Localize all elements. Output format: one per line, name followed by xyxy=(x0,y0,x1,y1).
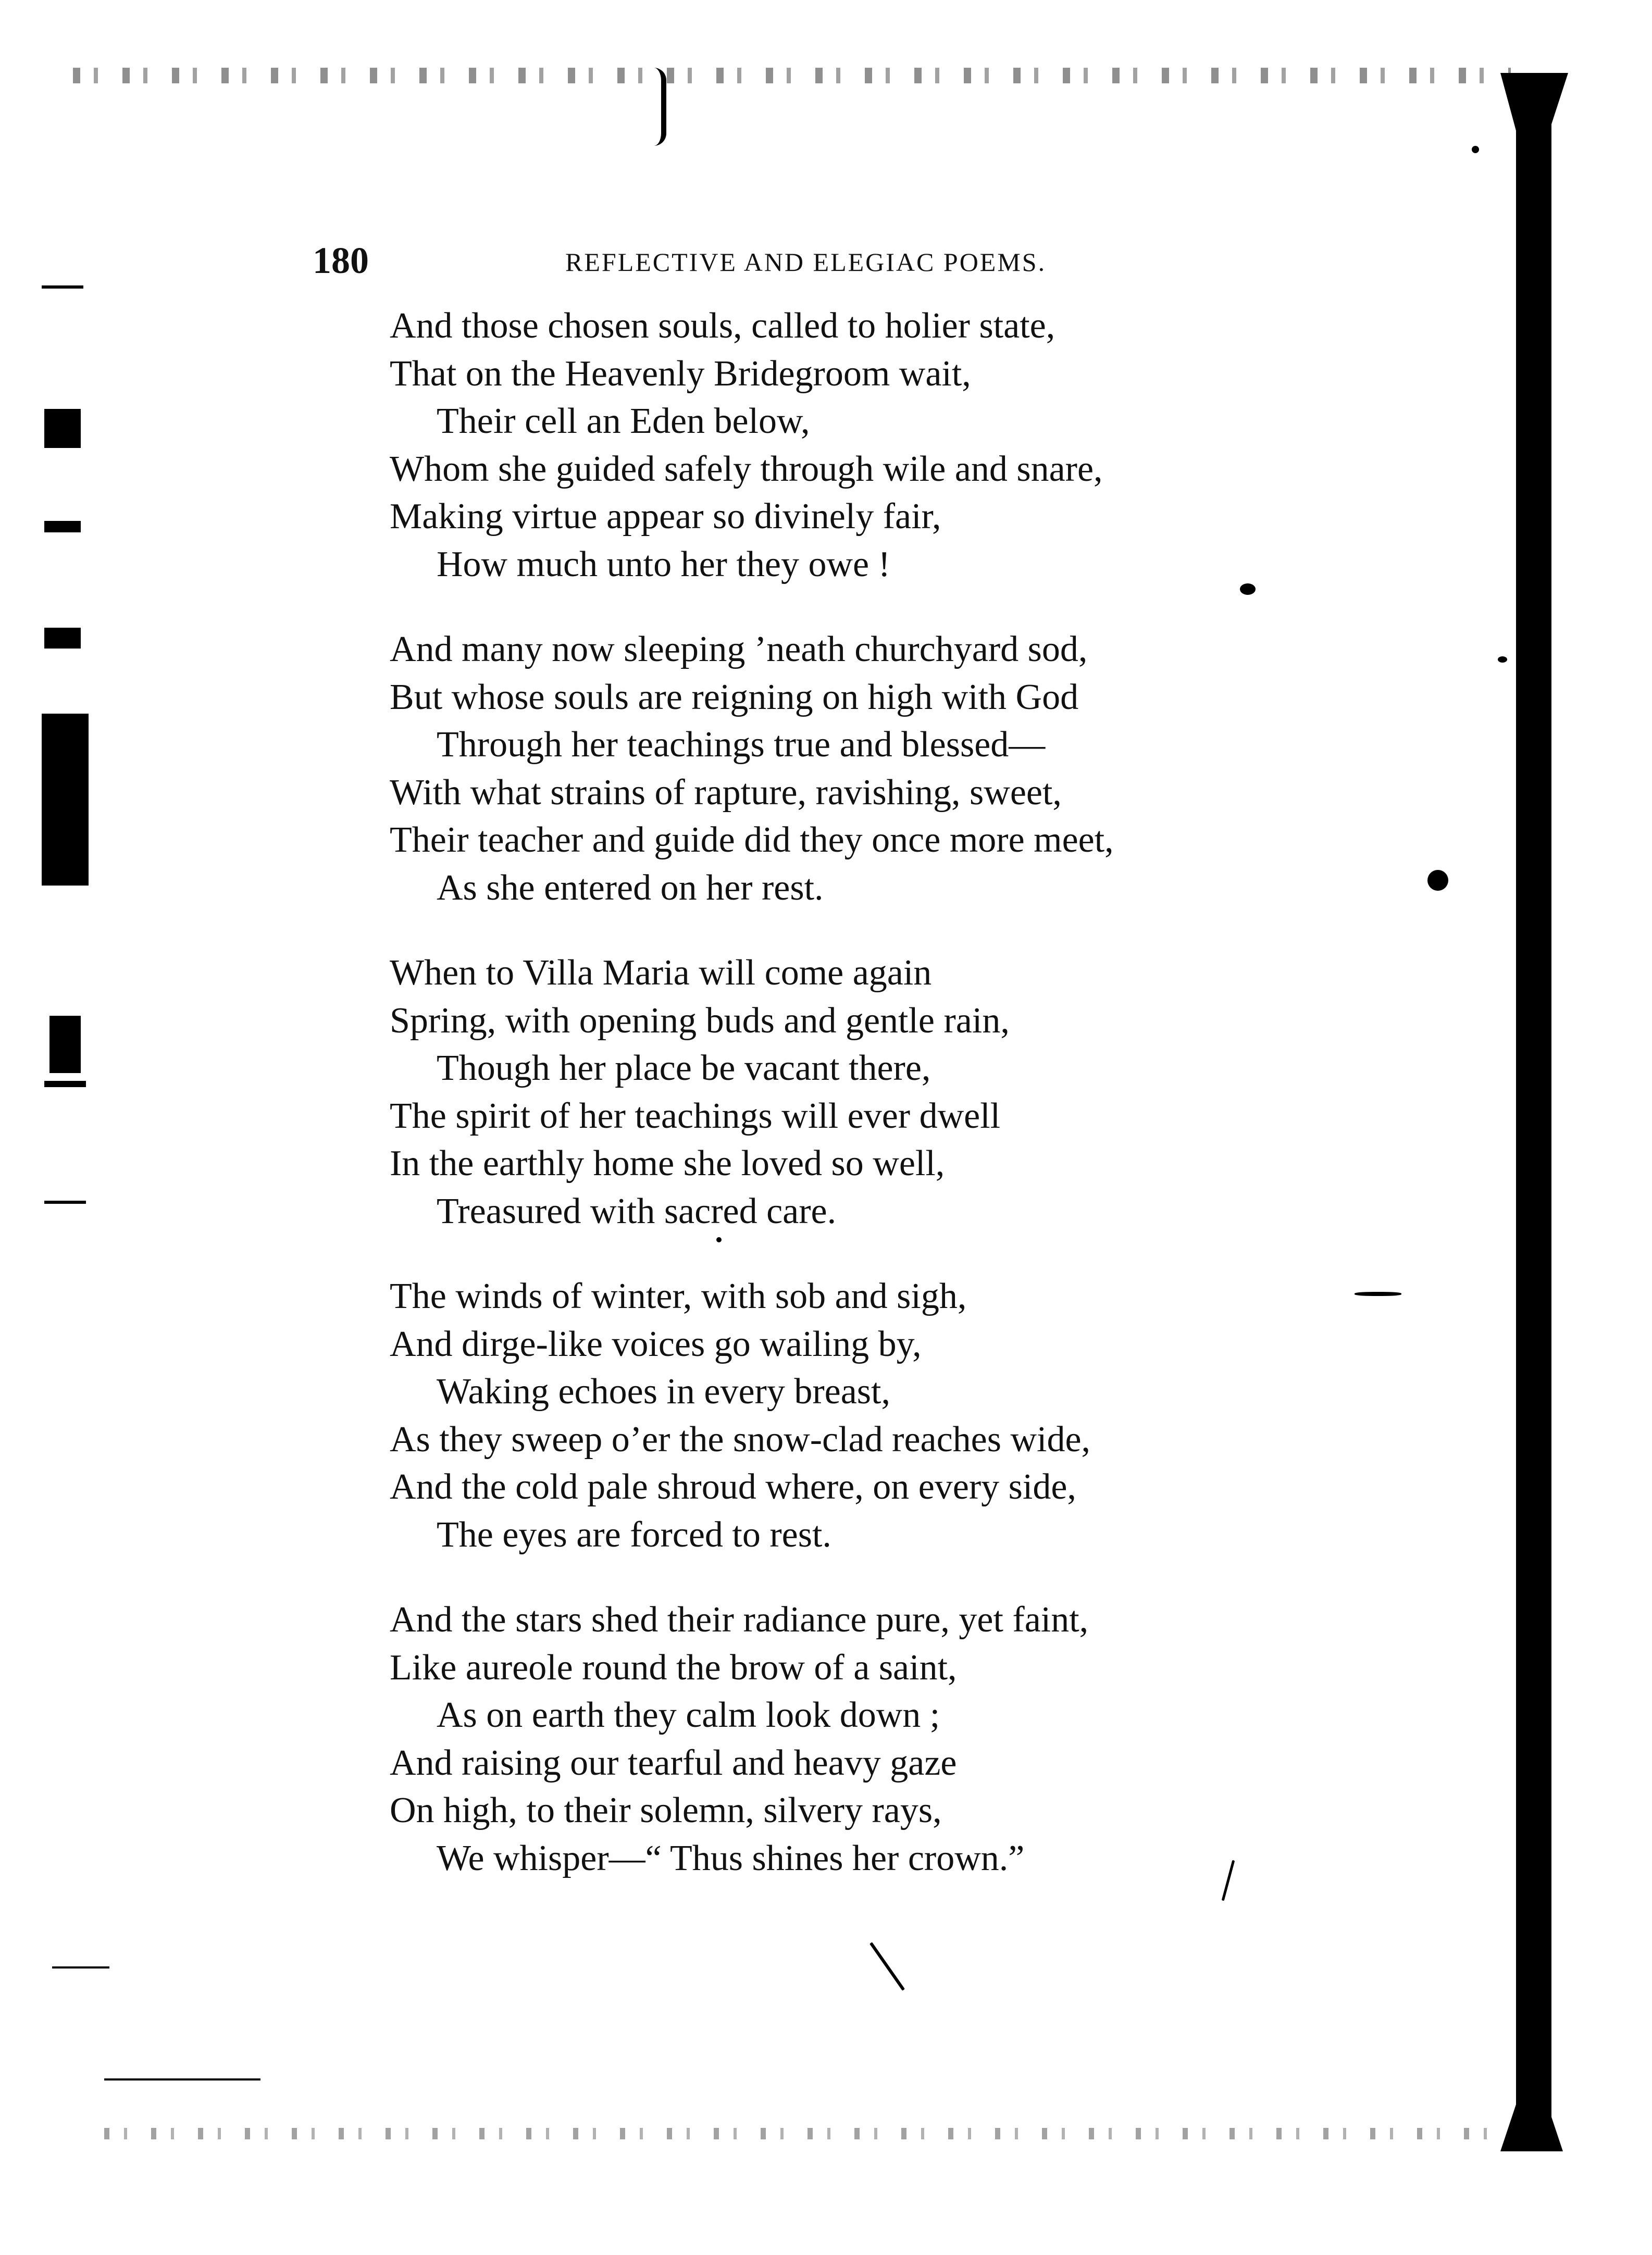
poem-line: Their teacher and guide did they once more meet, xyxy=(390,820,1114,860)
poem-line: Their cell an Eden below, xyxy=(437,401,810,441)
stanza xyxy=(390,302,1380,588)
page-number: 180 xyxy=(313,240,369,281)
poem-line: The eyes are forced to rest. xyxy=(437,1514,831,1555)
poem-line: In the earthly home she loved so well, xyxy=(390,1143,945,1183)
poem-line: But whose souls are reigning on high with God xyxy=(390,677,1079,717)
poem-line: Treasured with sacred care. xyxy=(437,1191,837,1231)
poem-line: That on the Heavenly Bridegroom wait, xyxy=(390,353,971,394)
poem-line: Making virtue appear so divinely fair, xyxy=(390,496,941,537)
stanza-break xyxy=(390,588,1380,626)
stanza-break xyxy=(390,912,1380,949)
scan-mark-bracket xyxy=(654,68,666,146)
poem-line: Spring, with opening buds and gentle rain, xyxy=(390,1000,1010,1041)
scan-mark-left xyxy=(104,2078,260,2080)
poem-line: As on earth they calm look down ; xyxy=(437,1695,940,1735)
stanza xyxy=(390,949,1380,1235)
poem-line: And the cold pale shroud where, on every side, xyxy=(390,1467,1076,1507)
poem-line: Though her place be vacant there, xyxy=(437,1048,931,1088)
stanza xyxy=(390,1273,1380,1559)
scan-speck xyxy=(1498,656,1507,663)
scan-noise-top xyxy=(73,68,1511,83)
poem-line: And dirge-like voices go wailing by, xyxy=(390,1324,922,1364)
poem-line: And the stars shed their radiance pure, yet faint, xyxy=(390,1600,1089,1640)
stanza xyxy=(390,626,1380,912)
stanza-break xyxy=(390,1235,1380,1273)
scan-edge-shadow-bottom xyxy=(1500,2104,1563,2151)
scan-mark-left xyxy=(44,628,81,649)
poem-line: And those chosen souls, called to holier state, xyxy=(390,306,1055,346)
scan-mark-left xyxy=(42,714,89,886)
scan-speck xyxy=(1472,146,1479,153)
poem-line: And raising our tearful and heavy gaze xyxy=(390,1742,957,1783)
stanza-break xyxy=(390,1559,1380,1596)
poem-line: Like aureole round the brow of a saint, xyxy=(390,1647,957,1688)
scan-mark-left xyxy=(42,285,83,289)
poem-line: Through her teachings true and blessed— xyxy=(437,725,1046,765)
scan-mark-left xyxy=(44,1081,86,1087)
poem-line: When to Villa Maria will come again xyxy=(390,953,932,993)
scan-noise-bottom xyxy=(104,2128,1511,2139)
poem-line: The spirit of her teachings will ever dwell xyxy=(390,1095,1001,1136)
stanza xyxy=(390,1596,1380,1882)
scan-mark-left xyxy=(44,1201,86,1204)
poem-line: As they sweep o’er the snow-clad reaches wide, xyxy=(390,1419,1091,1460)
poem-line: On high, to their solemn, silvery rays, xyxy=(390,1790,942,1830)
poem-line: The winds of winter, with sob and sigh, xyxy=(390,1276,967,1316)
running-head: REFLECTIVE AND ELEGIAC POEMS. xyxy=(565,247,1047,277)
scan-mark-left xyxy=(49,1016,81,1073)
poem-line: Whom she guided safely through wile and snare, xyxy=(390,448,1103,489)
scan-speck xyxy=(870,1942,905,1991)
poem-line: With what strains of rapture, ravishing, sweet, xyxy=(390,772,1062,813)
poem-line: As she entered on her rest. xyxy=(437,867,824,908)
poem-line: And many now sleeping ’neath churchyard sod, xyxy=(390,629,1088,669)
scan-speck xyxy=(1427,870,1448,891)
scan-mark-left xyxy=(44,409,81,448)
scan-edge-shadow xyxy=(1516,73,1551,2146)
poem-line: Waking echoes in every breast, xyxy=(437,1372,890,1412)
poem-line: We whisper—“ Thus shines her crown.” xyxy=(437,1838,1025,1878)
poem-line: How much unto her they owe ! xyxy=(437,544,890,584)
scan-mark-left xyxy=(44,521,81,532)
poem-body xyxy=(390,302,1380,1882)
scan-mark-left xyxy=(52,1966,109,1969)
page-header xyxy=(313,237,1250,284)
